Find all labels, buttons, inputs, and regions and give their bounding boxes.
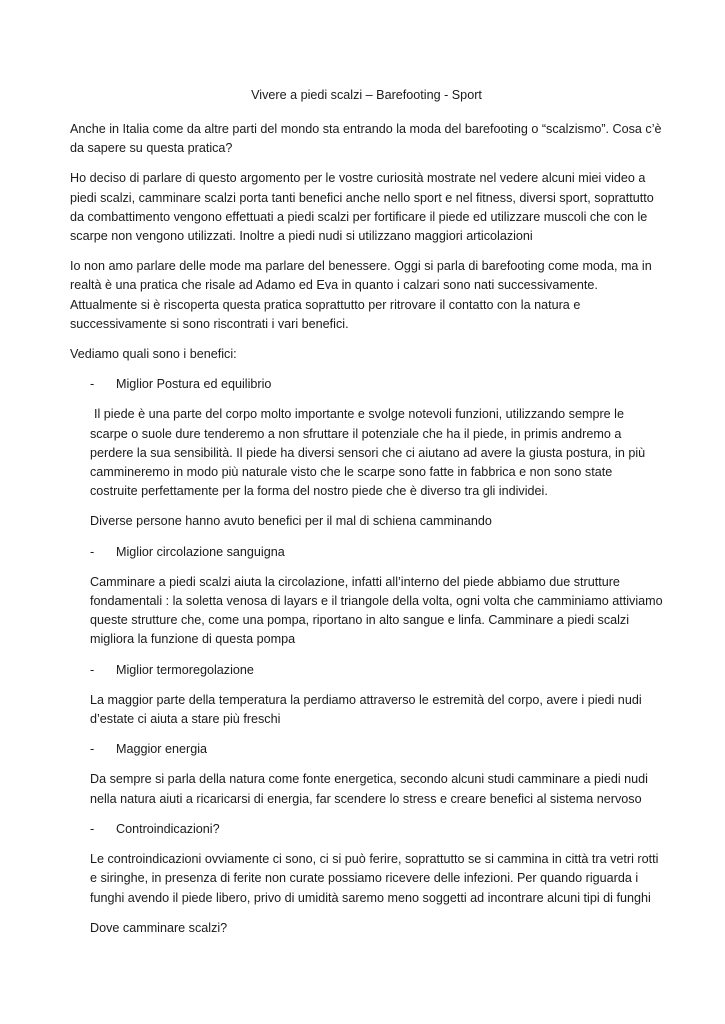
bullet-label: Miglior Postura ed equilibrio <box>116 377 272 392</box>
paragraph-posture: Il piede è una parte del corpo molto importante e svolge notevoli funzioni, utilizzando sempre le scarpe o suole dure tenderemo a non sfruttare il potenziale che ha il piede, in primis andremo a perdere la sua sensibilità. Il piede ha diversi sensori che ci aiutano ad avere la giusta postura, in più cammineremo in modo più naturale visto che le scarpe sono fatte in fabbrica e non sono state costruite perfettamente per la forma del nostro piede che è diverso tra gli individei. <box>90 407 646 499</box>
bullet-circulation <box>90 543 663 562</box>
bullet-dash: - <box>90 377 95 392</box>
bullet-dash: - <box>90 742 95 757</box>
bullet-dash: - <box>90 544 95 559</box>
bullet-label: Miglior termoregolazione <box>116 662 254 677</box>
paragraph-intro: Anche in Italia come da altre parti del mondo sta entrando la moda del barefooting o “scalzismo”. Cosa c’è da sapere su questa pratica? <box>70 122 662 156</box>
bullet-thermoregulation <box>90 661 663 680</box>
paragraph-motivation: Ho deciso di parlare di questo argomento per le vostre curiosità mostrate nel vedere alcuni miei video a piedi scalzi, camminare scalzi porta tanti benefici anche nello sport e nel fitness, diversi sport, soprattutto da combattimento vengono effettuati a piedi scalzi per fortificare il piede ed utilizzare muscoli che con le scarpe non vengono utilizzati. Inoltre a piedi nudi si utilizzano maggiori articolazioni <box>70 171 654 244</box>
bullet-dash: - <box>90 821 95 836</box>
document-title: Vivere a piedi scalzi – Barefooting - Sport <box>251 88 482 102</box>
paragraph-energy: Da sempre si parla della natura come fonte energetica, secondo alcuni studi camminare a piedi nudi nella natura aiuti a ricaricarsi di energia, far scendere lo stress e creare benefici al sistema nervoso <box>90 772 648 806</box>
bullet-posture <box>90 375 663 394</box>
bullet-label: Controindicazioni? <box>116 821 220 836</box>
bullet-energy <box>90 740 663 759</box>
paragraph-benefits-intro: Vediamo quali sono i benefici: <box>70 347 237 362</box>
paragraph-back-pain: Diverse persone hanno avuto benefici per il mal di schiena camminando <box>90 514 492 529</box>
bullet-label: Maggior energia <box>116 742 208 757</box>
bullet-dash: - <box>90 662 95 677</box>
paragraph-contraindications: Le controindicazioni ovviamente ci sono, ci si può ferire, soprattutto se si cammina in città tra vetri rotti e siringhe, in presenza di ferite non curate possiamo ricevere delle infezioni. Per quando riguarda i funghi avendo il piede libero, privo di umidità saremo meno soggetti ad incontrare alcuni tipi di funghi <box>90 852 659 905</box>
paragraph-where-to-walk: Dove camminare scalzi? <box>90 920 228 935</box>
bullet-contraindications <box>90 820 663 839</box>
paragraph-history: Io non amo parlare delle mode ma parlare del benessere. Oggi si parla di barefooting come moda, ma in realtà è una pratica che risale ad Adamo ed Eva in quanto i calzari sono nati successivamente. Attualmente si è riscoperta questa pratica soprattutto per ritrovare il contatto con la natura e successivamente si sono riscontrati i vari benefici. <box>70 259 652 331</box>
bullet-label: Miglior circolazione sanguigna <box>116 544 285 559</box>
paragraph-thermoregulation: La maggior parte della temperatura la perdiamo attraverso le estremità del corpo, avere i piedi nudi d’estate ci aiuta a stare più freschi <box>90 692 642 727</box>
paragraph-circulation: Camminare a piedi scalzi aiuta la circolazione, infatti all’interno del piede abbiamo due strutture fondamentali : la soletta venosa di layars e il triangole della volta, ogni volta che camminiamo attiviamo queste strutture che, come una pompa, riportano in alto sangue e linfa. Camminare a piedi scalzi migliora la funzione di questa pompa <box>90 574 663 647</box>
